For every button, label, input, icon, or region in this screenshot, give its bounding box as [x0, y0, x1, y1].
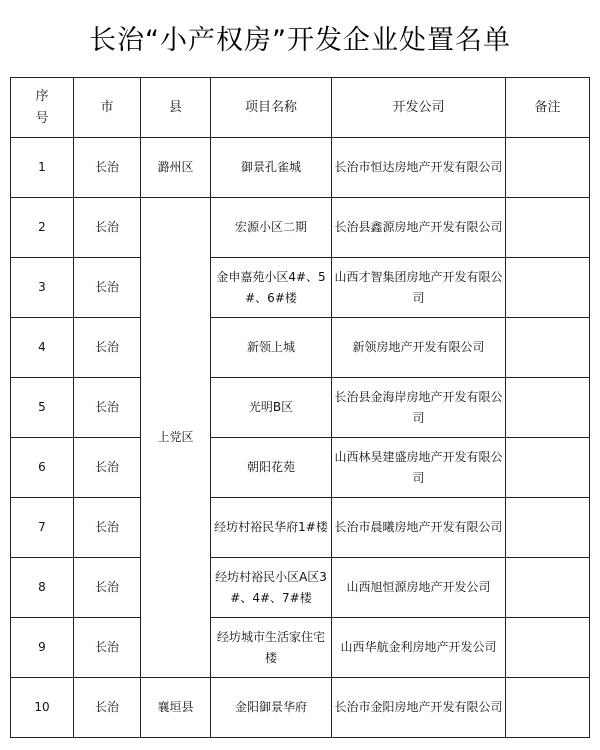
cell-serial-number: 9 — [11, 618, 74, 678]
cell-serial-number: 1 — [11, 138, 74, 198]
cell-note — [506, 198, 590, 258]
table-header-row — [11, 78, 590, 138]
cell-project-name: 光明B区 — [211, 378, 332, 438]
cell-developer: 长治市金阳房地产开发有限公司 — [332, 678, 506, 738]
cell-city: 长治 — [74, 498, 141, 558]
cell-serial-number: 3 — [11, 258, 74, 318]
cell-note — [506, 618, 590, 678]
cell-project-name: 经坊城市生活家住宅楼 — [211, 618, 332, 678]
cell-city: 长治 — [74, 138, 141, 198]
cell-city: 长治 — [74, 678, 141, 738]
cell-city: 长治 — [74, 318, 141, 378]
cell-note — [506, 438, 590, 498]
cell-developer: 新领房地产开发有限公司 — [332, 318, 506, 378]
page-title: 长治“小产权房”开发企业处置名单 — [89, 25, 511, 56]
cell-city: 长治 — [74, 618, 141, 678]
cell-county: 襄垣县 — [141, 678, 211, 738]
cell-serial-number: 7 — [11, 498, 74, 558]
cell-county-merged: 上党区 — [141, 198, 211, 678]
cell-serial-number: 6 — [11, 438, 74, 498]
cell-project-name: 新领上城 — [211, 318, 332, 378]
cell-project-name: 金申嘉苑小区4#、5#、6#楼 — [211, 258, 332, 318]
cell-project-name: 御景孔雀城 — [211, 138, 332, 198]
table-row — [11, 438, 590, 498]
table-row — [11, 618, 590, 678]
cell-city: 长治 — [74, 438, 141, 498]
cell-city: 长治 — [74, 558, 141, 618]
table-row — [11, 498, 590, 558]
cell-serial-number: 5 — [11, 378, 74, 438]
cell-project-name: 宏源小区二期 — [211, 198, 332, 258]
cell-developer: 山西旭恒源房地产开发公司 — [332, 558, 506, 618]
cell-note — [506, 378, 590, 438]
table-row — [11, 318, 590, 378]
cell-project-name: 经坊村裕民小区A区3#、4#、7#楼 — [211, 558, 332, 618]
header-note: 备注 — [506, 78, 590, 138]
cell-developer: 长治县金海岸房地产开发有限公司 — [332, 378, 506, 438]
cell-serial-number: 8 — [11, 558, 74, 618]
cell-developer: 长治市晨曦房地产开发有限公司 — [332, 498, 506, 558]
table-row — [11, 198, 590, 258]
header-developer: 开发公司 — [332, 78, 506, 138]
cell-developer: 山西林昊建盛房地产开发有限公司 — [332, 438, 506, 498]
cell-city: 长治 — [74, 378, 141, 438]
cell-serial-number: 4 — [11, 318, 74, 378]
cell-note — [506, 318, 590, 378]
cell-note — [506, 498, 590, 558]
cell-serial-number: 2 — [11, 198, 74, 258]
cell-project-name: 朝阳花苑 — [211, 438, 332, 498]
cell-note — [506, 258, 590, 318]
table-row — [11, 558, 590, 618]
cell-note — [506, 678, 590, 738]
cell-city: 长治 — [74, 258, 141, 318]
table-row — [11, 138, 590, 198]
cell-county: 潞州区 — [141, 138, 211, 198]
cell-city: 长治 — [74, 198, 141, 258]
cell-project-name: 金阳御景华府 — [211, 678, 332, 738]
cell-note — [506, 138, 590, 198]
cell-project-name: 经坊村裕民华府1#楼 — [211, 498, 332, 558]
disposal-list-table — [10, 77, 590, 738]
cell-note — [506, 558, 590, 618]
header-county: 县 — [141, 78, 211, 138]
cell-developer: 山西华航金利房地产开发公司 — [332, 618, 506, 678]
header-city: 市 — [74, 78, 141, 138]
header-project-name: 项目名称 — [211, 78, 332, 138]
cell-developer: 长治市恒达房地产开发有限公司 — [332, 138, 506, 198]
table-row — [11, 378, 590, 438]
table-row — [11, 678, 590, 738]
cell-developer: 长治县鑫源房地产开发有限公司 — [332, 198, 506, 258]
cell-developer: 山西才智集团房地产开发有限公司 — [332, 258, 506, 318]
header-serial-number: 序号 — [11, 78, 74, 138]
cell-serial-number: 10 — [11, 678, 74, 738]
table-row — [11, 258, 590, 318]
